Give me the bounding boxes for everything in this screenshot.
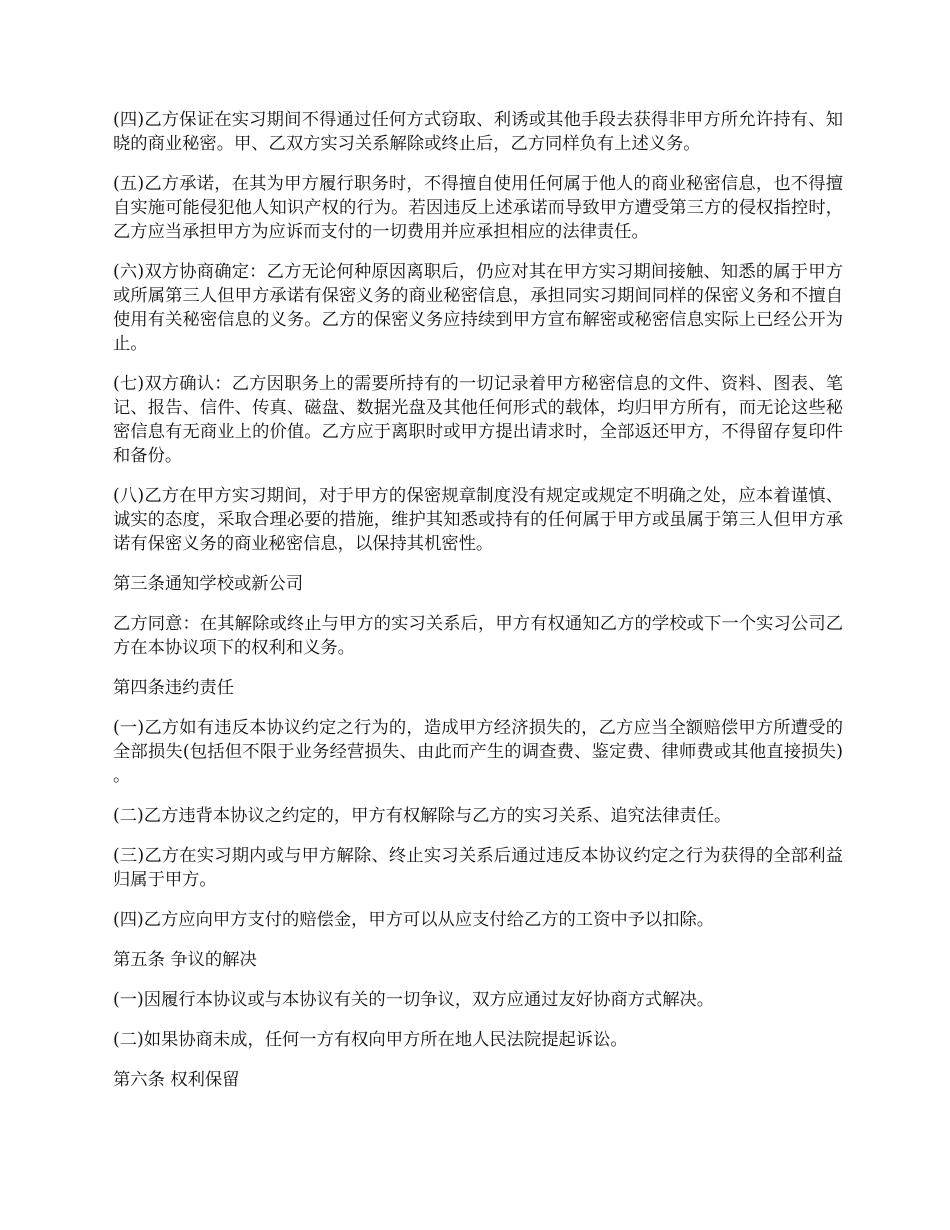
article-4-item-1: (一)乙方如有违反本协议约定之行为的，造成甲方经济损失的，乙方应当全额赔偿甲方所遭受的全部损失(包括但不限于业务经营损失、由此而产生的调查费、鉴定费、律师费或其他直接损失)。 (113, 718, 843, 786)
clause-7-paragraph: (七)双方确认：乙方因职务上的需要所持有的一切记录着甲方秘密信息的文件、资料、图表、笔记、报告、信件、传真、磁盘、数据光盘及其他任何形式的载体，均归甲方所有，而无论这些秘密信息有无商业上的价值。乙方应于离职时或甲方提出请求时，全部返还甲方，不得留存复印件和备份。 (113, 374, 843, 466)
clause-6-paragraph: (六)双方协商确定：乙方无论何种原因离职后，仍应对其在甲方实习期间接触、知悉的属于甲方或所属第三人但甲方承诺有保密义务的商业秘密信息，承担同实习期间同样的保密义务和不擅自使用有关秘密信息的义务。乙方的保密义务应持续到甲方宣布解密或秘密信息实际上已经公开为止。 (113, 262, 843, 354)
article-5-heading: 第五条 争议的解决 (113, 950, 257, 970)
article-4-item-3: (三)乙方在实习期内或与甲方解除、终止实习关系后通过违反本协议约定之行为获得的全部利益归属于甲方。 (113, 846, 843, 890)
article-5-item-1: (一)因履行本协议或与本协议有关的一切争议，双方应通过友好协商方式解决。 (113, 990, 715, 1010)
clause-5-paragraph: (五)乙方承诺，在其为甲方履行职务时，不得擅自使用任何属于他人的商业秘密信息，也不得擅自实施可能侵犯他人知识产权的行为。若因违反上述承诺而导致甲方遭受第三方的侵权指控时，乙方应当承担甲方为应诉而支付的一切费用并应承担相应的法律责任。 (113, 174, 843, 242)
article-6-heading: 第六条 权利保留 (113, 1070, 240, 1090)
clause-4-paragraph: (四)乙方保证在实习期间不得通过任何方式窃取、利诱或其他手段去获得非甲方所允许持有、知晓的商业秘密。甲、乙双方实习关系解除或终止后，乙方同样负有上述义务。 (113, 110, 843, 154)
article-3-paragraph: 乙方同意：在其解除或终止与甲方的实习关系后，甲方有权通知乙方的学校或下一个实习公司乙方在本协议项下的权利和义务。 (113, 614, 843, 658)
article-4-item-4: (四)乙方应向甲方支付的赔偿金，甲方可以从应支付给乙方的工资中予以扣除。 (113, 910, 715, 930)
article-4-item-2: (二)乙方违背本协议之约定的，甲方有权解除与乙方的实习关系、追究法律责任。 (113, 806, 732, 826)
article-4-heading: 第四条违约责任 (113, 678, 234, 698)
clause-8-paragraph: (八)乙方在甲方实习期间，对于甲方的保密规章制度没有规定或规定不明确之处，应本着谨慎、诚实的态度，采取合理必要的措施，维护其知悉或持有的任何属于甲方或虽属于第三人但甲方承诺有保密义务的商业秘密信息，以保持其机密性。 (113, 486, 843, 554)
article-5-item-2: (二)如果协商未成，任何一方有权向甲方所在地人民法院提起诉讼。 (113, 1030, 628, 1050)
document-body (113, 108, 843, 1108)
article-3-heading: 第三条通知学校或新公司 (113, 574, 304, 594)
